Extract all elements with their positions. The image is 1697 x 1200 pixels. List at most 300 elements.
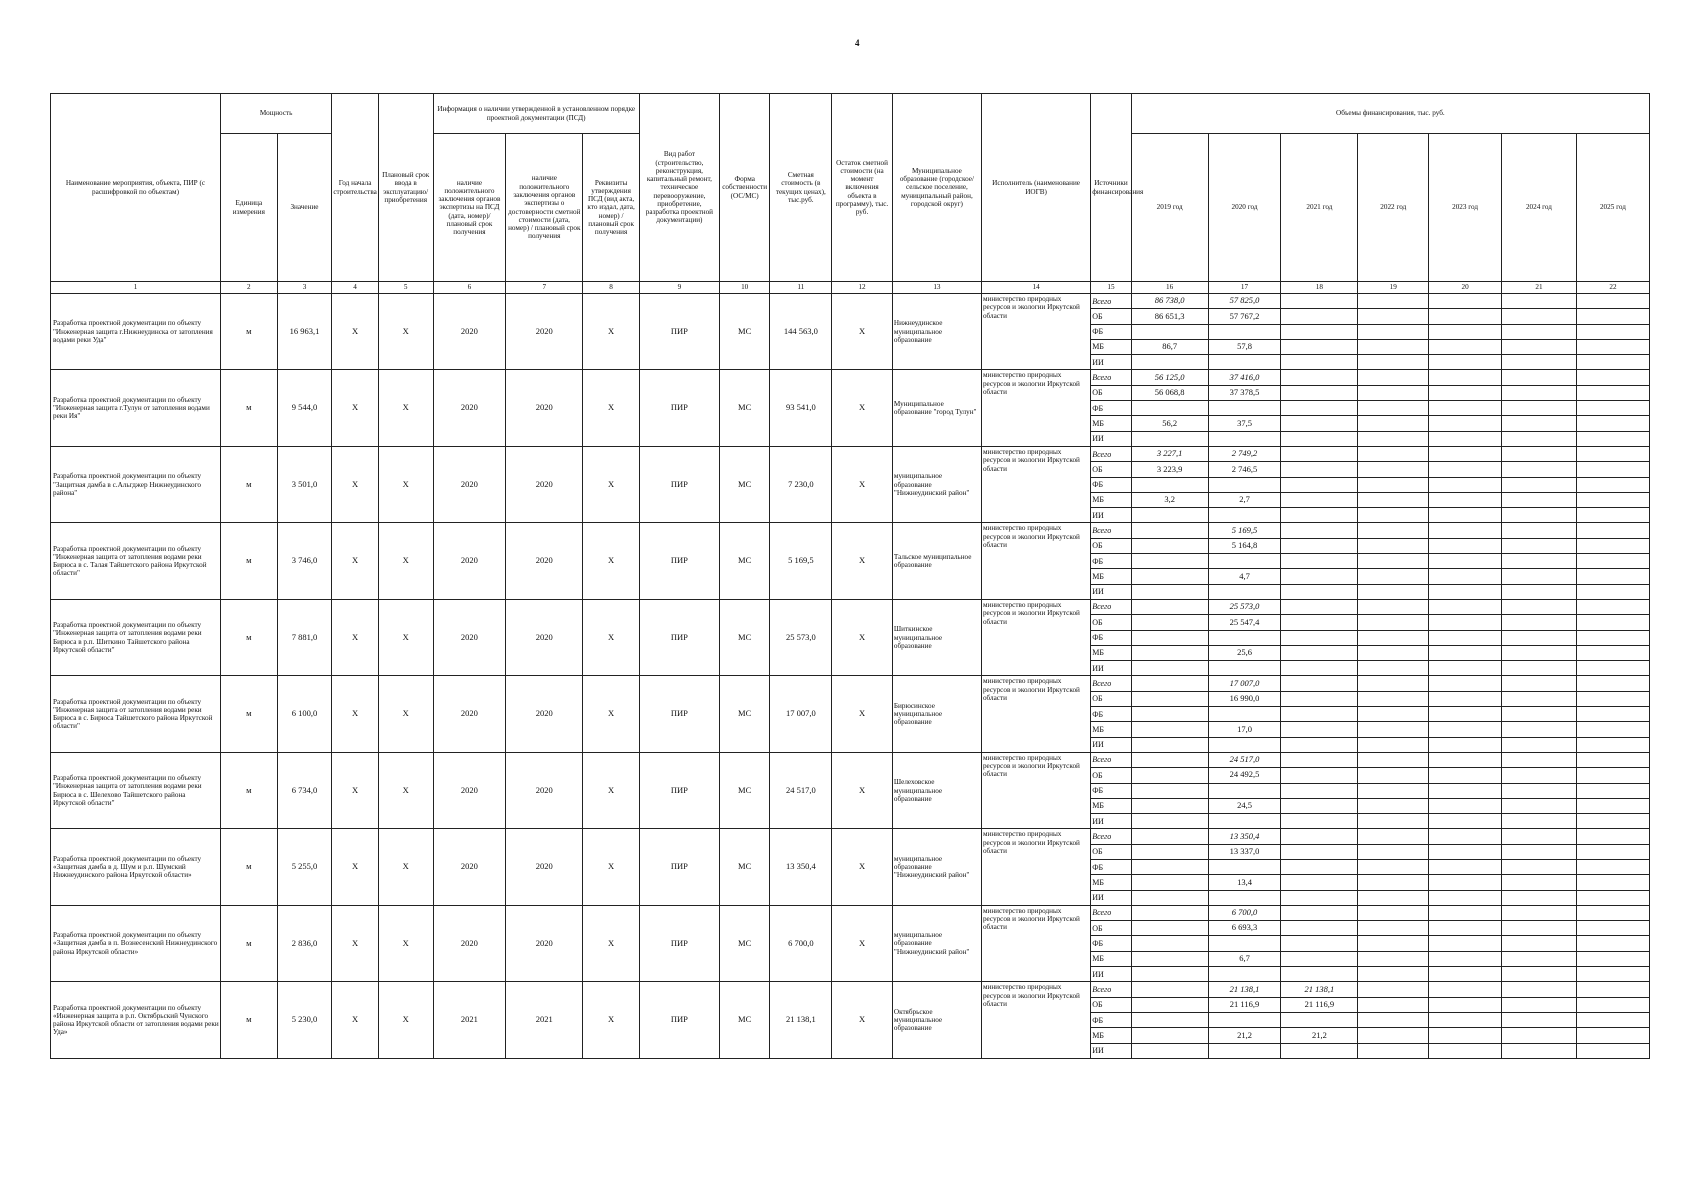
funding-amount [1281, 829, 1358, 844]
funding-source-label: ИИ [1091, 737, 1131, 752]
funding-amount [1502, 569, 1577, 584]
funding-amount [1131, 554, 1208, 569]
ownership-cell: МС [719, 676, 770, 752]
funding-amount: 24,5 [1208, 798, 1281, 813]
funding-source-label: ИИ [1091, 1043, 1131, 1058]
funding-amount [1576, 997, 1649, 1012]
funding-amount [1281, 859, 1358, 874]
funding-amount [1131, 431, 1208, 446]
funding-amount [1576, 446, 1649, 461]
col-header-funding: Объемы финансирования, тыс. руб. [1131, 94, 1649, 134]
executor-cell: министерство природных ресурсов и экологии Иркутской области [981, 752, 1090, 828]
remainder-cell: Х [832, 370, 893, 446]
funding-amount: 86,7 [1131, 339, 1208, 354]
plan-date-cell: Х [378, 446, 433, 522]
funding-amount [1502, 584, 1577, 599]
funding-amount [1131, 844, 1208, 859]
funding-amount [1281, 921, 1358, 936]
funding-amount [1576, 691, 1649, 706]
funding-amount [1208, 1012, 1281, 1027]
remainder-cell: Х [832, 676, 893, 752]
funding-source-label: ФБ [1091, 707, 1131, 722]
project-name: Разработка проектной документации по объекту "Инженерная защита от затопления водами реки Бирюса в р.п. Шиткино Тайшетского района Иркутской области" [51, 599, 221, 675]
ownership-cell: МС [719, 370, 770, 446]
funding-amount [1131, 1012, 1208, 1027]
funding-amount: 56,2 [1131, 416, 1208, 431]
funding-amount [1576, 492, 1649, 507]
column-number: 18 [1281, 282, 1358, 294]
funding-amount: 21 138,1 [1208, 982, 1281, 997]
funding-amount [1429, 630, 1502, 645]
unit-cell: м [221, 982, 278, 1058]
funding-amount [1429, 768, 1502, 783]
funding-amount: 13 337,0 [1208, 844, 1281, 859]
psd-estimate-cell: 2020 [506, 370, 583, 446]
funding-amount [1281, 875, 1358, 890]
funding-amount [1576, 936, 1649, 951]
funding-amount [1429, 951, 1502, 966]
funding-amount [1358, 783, 1429, 798]
funding-amount [1576, 905, 1649, 920]
funding-amount [1358, 615, 1429, 630]
funding-amount [1208, 630, 1281, 645]
funding-amount [1281, 385, 1358, 400]
start-year-cell: Х [332, 829, 379, 905]
funding-amount: 21 116,9 [1281, 997, 1358, 1012]
cost-cell: 5 169,5 [770, 523, 832, 599]
funding-amount [1429, 1012, 1502, 1027]
funding-amount [1576, 309, 1649, 324]
cost-cell: 6 700,0 [770, 905, 832, 981]
funding-amount [1358, 554, 1429, 569]
funding-amount [1358, 905, 1429, 920]
funding-amount [1208, 967, 1281, 982]
funding-amount: 86 738,0 [1131, 294, 1208, 309]
work-type-cell: ПИР [639, 982, 719, 1058]
funding-amount [1358, 814, 1429, 829]
funding-amount [1502, 707, 1577, 722]
funding-amount [1576, 554, 1649, 569]
ownership-cell: МС [719, 905, 770, 981]
funding-source-label: ФБ [1091, 630, 1131, 645]
funding-amount [1429, 1028, 1502, 1043]
executor-cell: министерство природных ресурсов и экологии Иркутской области [981, 599, 1090, 675]
funding-amount [1502, 814, 1577, 829]
funding-source-label: МБ [1091, 569, 1131, 584]
funding-amount [1131, 783, 1208, 798]
funding-amount [1576, 737, 1649, 752]
funding-amount [1502, 844, 1577, 859]
column-number: 20 [1429, 282, 1502, 294]
funding-amount [1358, 737, 1429, 752]
funding-source-label: ИИ [1091, 584, 1131, 599]
funding-amount [1576, 722, 1649, 737]
funding-amount [1131, 982, 1208, 997]
funding-source-label: МБ [1091, 951, 1131, 966]
funding-amount [1429, 707, 1502, 722]
plan-date-cell: Х [378, 982, 433, 1058]
funding-amount [1131, 615, 1208, 630]
funding-amount [1358, 477, 1429, 492]
col-header-capacity: Мощность [221, 94, 332, 134]
funding-amount [1429, 875, 1502, 890]
plan-date-cell: Х [378, 294, 433, 370]
funding-amount [1131, 355, 1208, 370]
funding-amount [1358, 844, 1429, 859]
start-year-cell: Х [332, 446, 379, 522]
start-year-cell: Х [332, 905, 379, 981]
municipality-cell: муниципальное образование "Нижнеудинский район" [892, 905, 981, 981]
column-number: 16 [1131, 282, 1208, 294]
project-name: Разработка проектной документации по объекту «Защитная дамба в п. Вознесенский Нижнеудинского района Иркутской области» [51, 905, 221, 981]
funding-source-label: ОБ [1091, 462, 1131, 477]
funding-amount: 21,2 [1281, 1028, 1358, 1043]
col-header-work-type: Вид работ (строительство, реконструкция, капитальный ремонт, техническое перевооружение, приобретение, разработка проектной документации) [639, 94, 719, 282]
funding-amount [1131, 584, 1208, 599]
funding-amount [1358, 1043, 1429, 1058]
value-cell: 6 100,0 [277, 676, 332, 752]
funding-amount [1429, 523, 1502, 538]
funding-amount [1281, 844, 1358, 859]
funding-amount [1576, 523, 1649, 538]
funding-amount [1429, 737, 1502, 752]
work-type-cell: ПИР [639, 523, 719, 599]
funding-source-label: МБ [1091, 492, 1131, 507]
unit-cell: м [221, 752, 278, 828]
funding-amount [1429, 752, 1502, 767]
funding-amount [1131, 707, 1208, 722]
funding-amount [1502, 905, 1577, 920]
funding-amount [1429, 431, 1502, 446]
funding-amount [1131, 508, 1208, 523]
funding-amount [1281, 508, 1358, 523]
funding-amount [1131, 538, 1208, 553]
project-name: Разработка проектной документации по объекту "Инженерная защита г.Нижнеудинска от затопления водами реки Уда" [51, 294, 221, 370]
column-number: 12 [832, 282, 893, 294]
funding-amount [1502, 676, 1577, 691]
funding-amount [1358, 997, 1429, 1012]
funding-amount [1502, 936, 1577, 951]
funding-amount [1576, 1043, 1649, 1058]
funding-amount [1208, 401, 1281, 416]
funding-amount [1429, 661, 1502, 676]
funding-amount [1358, 431, 1429, 446]
ownership-cell: МС [719, 829, 770, 905]
municipality-cell: Тальское муниципальное образование [892, 523, 981, 599]
col-header-start-year: Год начала строительства [332, 94, 379, 282]
start-year-cell: Х [332, 752, 379, 828]
funding-amount [1131, 814, 1208, 829]
funding-amount [1358, 707, 1429, 722]
funding-amount [1502, 752, 1577, 767]
funding-amount [1429, 798, 1502, 813]
cost-cell: 17 007,0 [770, 676, 832, 752]
work-type-cell: ПИР [639, 676, 719, 752]
funding-amount [1358, 385, 1429, 400]
funding-amount [1429, 554, 1502, 569]
funding-source-label: ФБ [1091, 1012, 1131, 1027]
project-name: Разработка проектной документации по объекту "Защитная дамба в с.Альгджер Нижнеудинского района" [51, 446, 221, 522]
column-number: 2 [221, 282, 278, 294]
funding-amount [1576, 599, 1649, 614]
psd-estimate-cell: 2020 [506, 294, 583, 370]
funding-amount [1502, 691, 1577, 706]
funding-amount [1429, 844, 1502, 859]
executor-cell: министерство природных ресурсов и экологии Иркутской области [981, 905, 1090, 981]
funding-amount [1358, 508, 1429, 523]
funding-amount [1429, 416, 1502, 431]
work-type-cell: ПИР [639, 599, 719, 675]
funding-amount: 57 767,2 [1208, 309, 1281, 324]
funding-amount [1358, 859, 1429, 874]
funding-amount: 56 068,8 [1131, 385, 1208, 400]
plan-date-cell: Х [378, 523, 433, 599]
psd-positive-cell: 2020 [433, 523, 506, 599]
column-number-row [51, 282, 1650, 294]
psd-positive-cell: 2020 [433, 294, 506, 370]
funding-amount: 17 007,0 [1208, 676, 1281, 691]
funding-amount [1429, 967, 1502, 982]
funding-source-label: МБ [1091, 722, 1131, 737]
funding-amount [1131, 477, 1208, 492]
funding-amount [1281, 477, 1358, 492]
funding-source-label: МБ [1091, 645, 1131, 660]
funding-amount [1429, 814, 1502, 829]
project-name: Разработка проектной документации по объекту «Инженерная защита в р.п. Октябрьский Чунского района Иркутской области от затопления водами реки Уда» [51, 982, 221, 1058]
municipality-cell: муниципальное образование "Нижнеудинский район" [892, 829, 981, 905]
funding-amount [1281, 967, 1358, 982]
funding-amount [1131, 523, 1208, 538]
cost-cell: 144 563,0 [770, 294, 832, 370]
funding-amount [1358, 798, 1429, 813]
project-name: Разработка проектной документации по объекту «Защитная дамба в д. Шум и р.п. Шумский Нижнеудинского района Иркутской области» [51, 829, 221, 905]
funding-source-label: ФБ [1091, 324, 1131, 339]
funding-source-label: ИИ [1091, 890, 1131, 905]
funding-source-label: Всего [1091, 370, 1131, 385]
start-year-cell: Х [332, 676, 379, 752]
funding-amount [1502, 599, 1577, 614]
psd-positive-cell: 2020 [433, 446, 506, 522]
value-cell: 3 746,0 [277, 523, 332, 599]
funding-amount [1576, 707, 1649, 722]
funding-amount [1502, 431, 1577, 446]
funding-amount [1576, 416, 1649, 431]
funding-amount [1576, 355, 1649, 370]
funding-source-label: ФБ [1091, 477, 1131, 492]
funding-amount [1208, 783, 1281, 798]
funding-amount [1576, 1012, 1649, 1027]
funding-amount [1429, 615, 1502, 630]
project-name: Разработка проектной документации по объекту "Инженерная защита от затопления водами реки Бирюса в с. Талая Тайшетского района Иркутской области" [51, 523, 221, 599]
table-row [51, 982, 1650, 997]
psd-requisites-cell: Х [583, 294, 640, 370]
table-row [51, 676, 1650, 691]
funding-source-label: ОБ [1091, 309, 1131, 324]
executor-cell: министерство природных ресурсов и экологии Иркутской области [981, 829, 1090, 905]
funding-amount [1429, 309, 1502, 324]
funding-amount [1576, 967, 1649, 982]
funding-amount [1502, 615, 1577, 630]
funding-source-label: ОБ [1091, 768, 1131, 783]
funding-amount: 25 573,0 [1208, 599, 1281, 614]
col-header-psd-requisites: Реквизиты утверждения ПСД (вид акта, кто издал, дата, номер) / плановый срок получения [583, 134, 640, 282]
funding-amount [1281, 538, 1358, 553]
work-type-cell: ПИР [639, 294, 719, 370]
funding-amount [1429, 492, 1502, 507]
table-row [51, 905, 1650, 920]
funding-amount [1502, 967, 1577, 982]
funding-amount [1131, 324, 1208, 339]
table-row [51, 599, 1650, 614]
municipality-cell: Шиткинское муниципальное образование [892, 599, 981, 675]
funding-amount [1358, 768, 1429, 783]
funding-amount [1358, 936, 1429, 951]
funding-amount [1281, 416, 1358, 431]
ownership-cell: МС [719, 599, 770, 675]
table-row [51, 294, 1650, 309]
work-type-cell: ПИР [639, 905, 719, 981]
funding-amount [1576, 645, 1649, 660]
funding-amount [1576, 370, 1649, 385]
funding-amount [1576, 431, 1649, 446]
executor-cell: министерство природных ресурсов и экологии Иркутской области [981, 982, 1090, 1058]
col-header-year: 2025 год [1576, 134, 1649, 282]
col-header-unit: Единица измерения [221, 134, 278, 282]
funding-amount [1502, 385, 1577, 400]
funding-amount [1502, 890, 1577, 905]
table-row [51, 370, 1650, 385]
psd-estimate-cell: 2020 [506, 676, 583, 752]
funding-amount: 21 116,9 [1208, 997, 1281, 1012]
funding-amount [1131, 936, 1208, 951]
executor-cell: министерство природных ресурсов и экологии Иркутской области [981, 446, 1090, 522]
work-type-cell: ПИР [639, 752, 719, 828]
table-row [51, 446, 1650, 461]
funding-source-label: ОБ [1091, 538, 1131, 553]
funding-amount: 21,2 [1208, 1028, 1281, 1043]
psd-estimate-cell: 2020 [506, 752, 583, 828]
funding-amount [1281, 1043, 1358, 1058]
psd-requisites-cell: Х [583, 599, 640, 675]
funding-amount: 13,4 [1208, 875, 1281, 890]
funding-amount [1576, 584, 1649, 599]
column-number: 3 [277, 282, 332, 294]
col-header-plan-date: Плановый срок ввода в эксплуатацию/приобретения [378, 94, 433, 282]
funding-amount [1208, 661, 1281, 676]
plan-date-cell: Х [378, 599, 433, 675]
funding-amount [1429, 339, 1502, 354]
funding-amount: 5 164,8 [1208, 538, 1281, 553]
funding-amount [1281, 722, 1358, 737]
funding-amount [1576, 890, 1649, 905]
psd-requisites-cell: Х [583, 446, 640, 522]
funding-amount [1502, 798, 1577, 813]
funding-amount [1281, 339, 1358, 354]
funding-amount [1576, 752, 1649, 767]
funding-source-label: Всего [1091, 676, 1131, 691]
column-number: 4 [332, 282, 379, 294]
funding-amount [1358, 462, 1429, 477]
funding-source-label: Всего [1091, 599, 1131, 614]
funding-amount [1502, 661, 1577, 676]
funding-amount: 2 746,5 [1208, 462, 1281, 477]
start-year-cell: Х [332, 599, 379, 675]
psd-positive-cell: 2020 [433, 370, 506, 446]
funding-amount [1281, 446, 1358, 461]
funding-amount [1502, 997, 1577, 1012]
funding-amount [1429, 783, 1502, 798]
table-row [51, 829, 1650, 844]
funding-amount [1502, 462, 1577, 477]
funding-source-label: Всего [1091, 294, 1131, 309]
municipality-cell: Нижнеудинское муниципальное образование [892, 294, 981, 370]
funding-amount [1358, 829, 1429, 844]
funding-amount [1358, 599, 1429, 614]
funding-amount [1358, 982, 1429, 997]
funding-source-label: МБ [1091, 339, 1131, 354]
funding-amount [1429, 890, 1502, 905]
funding-amount [1502, 309, 1577, 324]
funding-amount: 13 350,4 [1208, 829, 1281, 844]
funding-amount [1358, 722, 1429, 737]
funding-amount [1358, 921, 1429, 936]
funding-amount [1502, 1012, 1577, 1027]
psd-positive-cell: 2020 [433, 676, 506, 752]
cost-cell: 7 230,0 [770, 446, 832, 522]
funding-amount [1281, 905, 1358, 920]
funding-amount [1502, 951, 1577, 966]
funding-amount: 37 416,0 [1208, 370, 1281, 385]
funding-amount [1358, 676, 1429, 691]
column-number: 21 [1502, 282, 1577, 294]
funding-amount [1502, 875, 1577, 890]
funding-amount [1281, 599, 1358, 614]
project-name: Разработка проектной документации по объекту "Инженерная защита от затопления водами реки Бирюса в с. Шелехово Тайшетского района Иркутской области" [51, 752, 221, 828]
funding-amount [1576, 798, 1649, 813]
funding-amount [1281, 737, 1358, 752]
funding-amount [1208, 477, 1281, 492]
funding-source-label: МБ [1091, 416, 1131, 431]
ownership-cell: МС [719, 752, 770, 828]
executor-cell: министерство природных ресурсов и экологии Иркутской области [981, 370, 1090, 446]
municipality-cell: Шелеховское муниципальное образование [892, 752, 981, 828]
funding-amount [1131, 599, 1208, 614]
column-number: 1 [51, 282, 221, 294]
funding-amount [1281, 324, 1358, 339]
unit-cell: м [221, 905, 278, 981]
col-header-municipality: Муниципальное образование (городское/сельское поселение, муниципальный район, городской округ) [892, 94, 981, 282]
funding-amount [1502, 737, 1577, 752]
funding-amount [1429, 676, 1502, 691]
funding-amount: 2,7 [1208, 492, 1281, 507]
funding-amount [1502, 645, 1577, 660]
funding-source-label: ИИ [1091, 355, 1131, 370]
column-number: 22 [1576, 282, 1649, 294]
psd-requisites-cell: Х [583, 676, 640, 752]
funding-amount [1429, 401, 1502, 416]
funding-amount [1502, 829, 1577, 844]
unit-cell: м [221, 599, 278, 675]
unit-cell: м [221, 676, 278, 752]
col-header-psd-estimate: наличие положительного заключения органов экспертизы о достоверности сметной стоимости (дата, номер) / плановый срок получения [506, 134, 583, 282]
psd-estimate-cell: 2020 [506, 599, 583, 675]
funding-amount [1358, 538, 1429, 553]
remainder-cell: Х [832, 523, 893, 599]
funding-amount [1502, 630, 1577, 645]
funding-amount [1576, 339, 1649, 354]
col-header-year: 2023 год [1429, 134, 1502, 282]
funding-amount [1131, 722, 1208, 737]
